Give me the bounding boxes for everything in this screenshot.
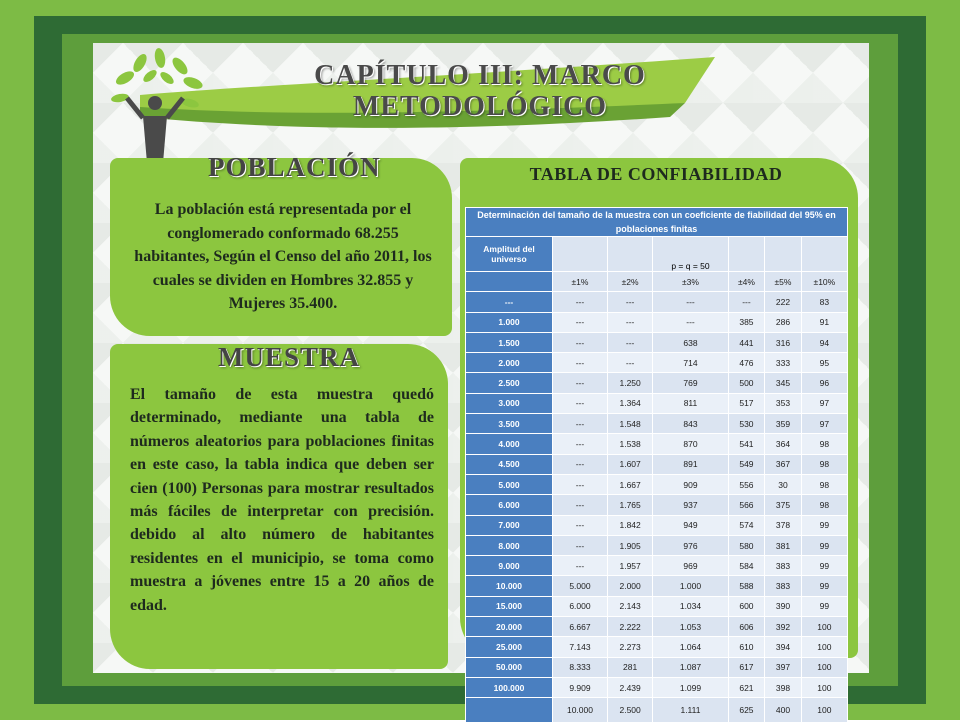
table-cell: ---	[553, 434, 608, 454]
table-cell: 584	[728, 556, 765, 576]
table-cell: 2.143	[607, 596, 652, 616]
table-cell: 8.333	[553, 657, 608, 677]
table-cell: 610	[728, 637, 765, 657]
table-cell: 397	[765, 657, 802, 677]
table-cell: 98	[801, 434, 847, 454]
table-cell: 383	[765, 556, 802, 576]
row-label: 7.000	[466, 515, 553, 535]
table-row	[466, 414, 848, 434]
table-cell: ---	[607, 312, 652, 332]
table-cell: 870	[653, 434, 728, 454]
table-cell: 1.538	[607, 434, 652, 454]
table-cell: 843	[653, 414, 728, 434]
table-cell: 2.000	[607, 576, 652, 596]
table-cell: 98	[801, 454, 847, 474]
confiabilidad-table	[465, 207, 848, 723]
page-title: CAPÍTULO III: MARCO METODOLÓGICO	[314, 60, 646, 122]
amplitud-label: Amplitud del universo	[466, 237, 553, 272]
table-cell: 98	[801, 474, 847, 494]
table-cell: 937	[653, 495, 728, 515]
row-label: ---	[466, 292, 553, 312]
column-header: ±4%	[728, 272, 765, 292]
table-cell: 95	[801, 353, 847, 373]
table-cell: 1.000	[653, 576, 728, 596]
table-cell: 353	[765, 393, 802, 413]
table-cell: ---	[607, 353, 652, 373]
table-cell: 83	[801, 292, 847, 312]
table-row	[466, 556, 848, 576]
table-cell: 333	[765, 353, 802, 373]
table-cell: 476	[728, 353, 765, 373]
table-cell: 891	[653, 454, 728, 474]
table-row	[466, 637, 848, 657]
table-cell: ---	[728, 292, 765, 312]
table-cell: 441	[728, 332, 765, 352]
table-cell: 1.842	[607, 515, 652, 535]
table-cell: ---	[653, 312, 728, 332]
tree-person-icon	[105, 48, 205, 168]
table-row	[466, 373, 848, 393]
column-header: ±5%	[765, 272, 802, 292]
table-cell: 9.909	[553, 677, 608, 697]
table-cell: 99	[801, 576, 847, 596]
row-label: 1.000	[466, 312, 553, 332]
table-cell: ---	[553, 312, 608, 332]
table-cell: 969	[653, 556, 728, 576]
row-label: 25.000	[466, 637, 553, 657]
table-cell: 30	[765, 474, 802, 494]
table-cell: 1.099	[653, 677, 728, 697]
table-cell: 359	[765, 414, 802, 434]
muestra-text: El tamaño de esta muestra quedó determinado, mediante una tabla de números aleatorios para poblaciones finitas en este caso, la tabla indica que deben ser cien (100) Personas para mostrar resultados más fáciles de interpretar con precisión. debido al alto número de habitantes residentes en el municipio, se toma como muestra a jóvenes entre 15 a 20 años de edad.	[130, 386, 434, 614]
table-cell: 2.222	[607, 617, 652, 637]
row-label: 8.000	[466, 535, 553, 555]
table-cell: ---	[553, 535, 608, 555]
table-row	[466, 393, 848, 413]
poblacion-heading: POBLACIÓN	[208, 152, 381, 182]
table-cell: 1.667	[607, 474, 652, 494]
column-header: ±2%	[607, 272, 652, 292]
table-row	[466, 515, 848, 535]
table-cell: ---	[553, 393, 608, 413]
poblacion-text: La población está representada por el conglomerado conformado 68.255 habitantes, Según el Censo del año 2011, los cuales se dividen en Hombres 32.855 y Mujeres 35.400.	[134, 201, 432, 312]
table-cell: 378	[765, 515, 802, 535]
table-cell: 517	[728, 393, 765, 413]
row-label: 3.000	[466, 393, 553, 413]
table-cell: 556	[728, 474, 765, 494]
column-header: ±3%	[653, 272, 728, 292]
table-cell: 574	[728, 515, 765, 535]
row-label: 1.500	[466, 332, 553, 352]
row-label: 20.000	[466, 617, 553, 637]
table-row	[466, 698, 848, 723]
table-row	[466, 332, 848, 352]
table-cell: 1.250	[607, 373, 652, 393]
table-cell: 367	[765, 454, 802, 474]
row-label: 50.000	[466, 657, 553, 677]
row-label: 6.000	[466, 495, 553, 515]
table-cell: ---	[553, 556, 608, 576]
table-cell: 588	[728, 576, 765, 596]
table-cell: 2.439	[607, 677, 652, 697]
table-row	[466, 353, 848, 373]
table-cell: ---	[553, 373, 608, 393]
pq-label: p = q = 50	[653, 237, 728, 272]
table-cell: 500	[728, 373, 765, 393]
table-cell: 99	[801, 556, 847, 576]
table-cell: ---	[553, 495, 608, 515]
table-cell: 621	[728, 677, 765, 697]
table-row	[466, 474, 848, 494]
table-cell: 949	[653, 515, 728, 535]
table-row	[466, 657, 848, 677]
table-cell: 394	[765, 637, 802, 657]
row-label: 5.000	[466, 474, 553, 494]
table-row	[466, 434, 848, 454]
table-cell: 769	[653, 373, 728, 393]
table-row	[466, 596, 848, 616]
table-cell: 398	[765, 677, 802, 697]
column-header: ±10%	[801, 272, 847, 292]
table-cell: 100	[801, 698, 847, 723]
table-cell: 375	[765, 495, 802, 515]
table-cell: ---	[553, 414, 608, 434]
table-cell: 6.000	[553, 596, 608, 616]
table-cell: ---	[553, 474, 608, 494]
table-cell: ---	[553, 454, 608, 474]
table-row	[466, 677, 848, 697]
table-cell: 99	[801, 515, 847, 535]
table-cell: 97	[801, 414, 847, 434]
row-label: 3.500	[466, 414, 553, 434]
table-cell: 566	[728, 495, 765, 515]
table-cell: 1.064	[653, 637, 728, 657]
table-cell: 549	[728, 454, 765, 474]
table-cell: 530	[728, 414, 765, 434]
table-cell: 1.364	[607, 393, 652, 413]
table-cell: 100	[801, 637, 847, 657]
table-cell: 1.087	[653, 657, 728, 677]
table-cell: 909	[653, 474, 728, 494]
table-cell: 383	[765, 576, 802, 596]
table-cell: 99	[801, 535, 847, 555]
table-cell: 381	[765, 535, 802, 555]
muestra-heading: MUESTRA	[218, 342, 361, 372]
row-label: 2.000	[466, 353, 553, 373]
table-cell: 1.957	[607, 556, 652, 576]
table-cell: 617	[728, 657, 765, 677]
table-row	[466, 454, 848, 474]
table-cell: ---	[553, 353, 608, 373]
table-cell: 5.000	[553, 576, 608, 596]
table-row	[466, 576, 848, 596]
table-cell: 1.765	[607, 495, 652, 515]
table-cell: 96	[801, 373, 847, 393]
table-cell: 638	[653, 332, 728, 352]
tabla-heading: TABLA DE CONFIABILIDAD	[529, 164, 783, 184]
row-label	[466, 698, 553, 723]
table-cell: 99	[801, 596, 847, 616]
table-row	[466, 617, 848, 637]
table-cell: 100	[801, 617, 847, 637]
table-cell: 1.548	[607, 414, 652, 434]
table-cell: 714	[653, 353, 728, 373]
table-cell: 6.667	[553, 617, 608, 637]
table-cell: 97	[801, 393, 847, 413]
table-cell: 222	[765, 292, 802, 312]
row-label: 10.000	[466, 576, 553, 596]
table-cell: 98	[801, 495, 847, 515]
table-cell: 390	[765, 596, 802, 616]
column-header: ±1%	[553, 272, 608, 292]
table-cell: 600	[728, 596, 765, 616]
table-cell: ---	[607, 292, 652, 312]
table-cell: 976	[653, 535, 728, 555]
table-cell: 400	[765, 698, 802, 723]
table-row	[466, 495, 848, 515]
table-cell: ---	[653, 292, 728, 312]
table-cell: ---	[553, 292, 608, 312]
table-row	[466, 312, 848, 332]
table-cell: 364	[765, 434, 802, 454]
table-cell: 385	[728, 312, 765, 332]
table-cell: ---	[607, 332, 652, 352]
table-row	[466, 292, 848, 312]
row-label: 100.000	[466, 677, 553, 697]
table-cell: 1.053	[653, 617, 728, 637]
table-cell: 1.034	[653, 596, 728, 616]
table-cell: 286	[765, 312, 802, 332]
row-label: 2.500	[466, 373, 553, 393]
row-label: 4.500	[466, 454, 553, 474]
table-cell: 811	[653, 393, 728, 413]
table-cell: ---	[553, 515, 608, 535]
table-cell: 345	[765, 373, 802, 393]
table-cell: 541	[728, 434, 765, 454]
table-cell: 1.607	[607, 454, 652, 474]
table-cell: 100	[801, 657, 847, 677]
row-label: 9.000	[466, 556, 553, 576]
table-cell: 281	[607, 657, 652, 677]
table-cell: 1.905	[607, 535, 652, 555]
table-caption: Determinación del tamaño de la muestra con un coeficiente de fiabilidad del 95% en poblaciones finitas	[466, 208, 848, 237]
table-cell: 316	[765, 332, 802, 352]
table-cell: 94	[801, 332, 847, 352]
row-label: 4.000	[466, 434, 553, 454]
table-cell: 580	[728, 535, 765, 555]
row-label: 15.000	[466, 596, 553, 616]
table-cell: 2.273	[607, 637, 652, 657]
table-cell: 392	[765, 617, 802, 637]
table-cell: ---	[553, 332, 608, 352]
table-cell: 7.143	[553, 637, 608, 657]
table-row	[466, 535, 848, 555]
table-cell: 606	[728, 617, 765, 637]
table-cell: 10.000	[553, 698, 608, 723]
table-cell: 100	[801, 677, 847, 697]
table-cell: 2.500	[607, 698, 652, 723]
table-cell: 91	[801, 312, 847, 332]
table-cell: 1.111	[653, 698, 728, 723]
table-cell: 625	[728, 698, 765, 723]
